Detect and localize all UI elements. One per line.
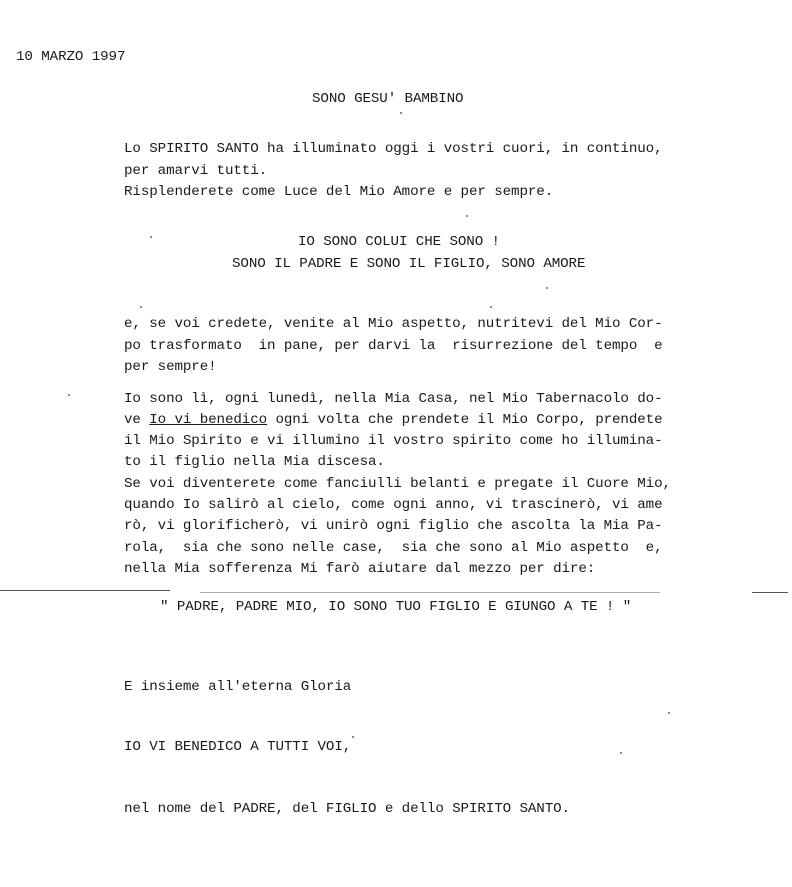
intro-line-3: Risplenderete come Luce del Mio Amore e per sempre. xyxy=(124,184,554,200)
scan-speck xyxy=(150,236,152,238)
scan-artifact-line xyxy=(200,592,660,593)
intro-line-2: per amarvi tutti. xyxy=(124,163,268,179)
paragraph2-line-3: il Mio Spirito e vi illumino il vostro spirito come ho illumina- xyxy=(124,433,663,449)
paragraph2-line-1: Io sono lì, ogni lunedì, nella Mia Casa, nel Mio Tabernacolo do- xyxy=(124,391,663,407)
paragraph2-line-4: to il figlio nella Mia discesa. xyxy=(124,454,385,470)
scan-speck xyxy=(466,215,468,217)
paragraph3-line-5: nella Mia sofferenza Mi farò aiutare dal mezzo per dire: xyxy=(124,561,596,577)
date: 10 MARZO 1997 xyxy=(16,49,126,65)
paragraph2-line-2-pre: ve xyxy=(124,412,150,428)
paragraph1-line-1: e, se voi credete, venite al Mio aspetto, nutritevi del Mio Cor- xyxy=(124,316,663,332)
scan-speck xyxy=(140,306,142,308)
declaration-line-2: SONO IL PADRE E SONO IL FIGLIO, SONO AMORE xyxy=(232,256,586,272)
paragraph3-line-4: rola, sia che sono nelle case, sia che sono al Mio aspetto e, xyxy=(124,540,663,556)
paragraph3-line-1: Se voi diventerete come fanciulli belanti e pregate il Cuore Mio, xyxy=(124,476,671,492)
scan-speck xyxy=(400,112,402,114)
declaration-line-1: IO SONO COLUI CHE SONO ! xyxy=(298,234,500,250)
underlined-blessing: Io vi benedico xyxy=(149,412,268,428)
closing-line-2: IO VI BENEDICO A TUTTI VOI, xyxy=(124,739,352,755)
closing-line-1: E insieme all'eterna Gloria xyxy=(124,679,352,695)
scan-artifact-line xyxy=(0,590,170,591)
paragraph1-line-3: per sempre! xyxy=(124,359,217,375)
paragraph3-line-2: quando Io salirò al cielo, come ogni anno, vi trascinerò, vi ame xyxy=(124,497,663,513)
scan-speck xyxy=(668,712,670,714)
paragraph2-line-2-post: ogni volta che prendete il Mio Corpo, prendete xyxy=(267,412,663,428)
scan-artifact-line xyxy=(752,592,788,593)
paragraph3-line-3: rò, vi glorificherò, vi unirò ogni figlio che ascolta la Mia Pa- xyxy=(124,518,663,534)
scan-speck xyxy=(546,287,548,289)
scan-speck xyxy=(68,394,70,396)
paragraph1-line-2: po trasformato in pane, per darvi la risurrezione del tempo e xyxy=(124,338,663,354)
page-title: SONO GESU' BAMBINO xyxy=(312,91,464,107)
scan-speck xyxy=(352,736,354,738)
scan-speck xyxy=(490,306,492,308)
scan-speck xyxy=(620,752,622,754)
intro-line-1: Lo SPIRITO SANTO ha illuminato oggi i vostri cuori, in continuo, xyxy=(124,141,663,157)
prayer-quote: " PADRE, PADRE MIO, IO SONO TUO FIGLIO E GIUNGO A TE ! " xyxy=(160,599,632,615)
paragraph2-line-2 xyxy=(124,413,663,427)
closing-line-3: nel nome del PADRE, del FIGLIO e dello SPIRITO SANTO. xyxy=(124,801,570,817)
